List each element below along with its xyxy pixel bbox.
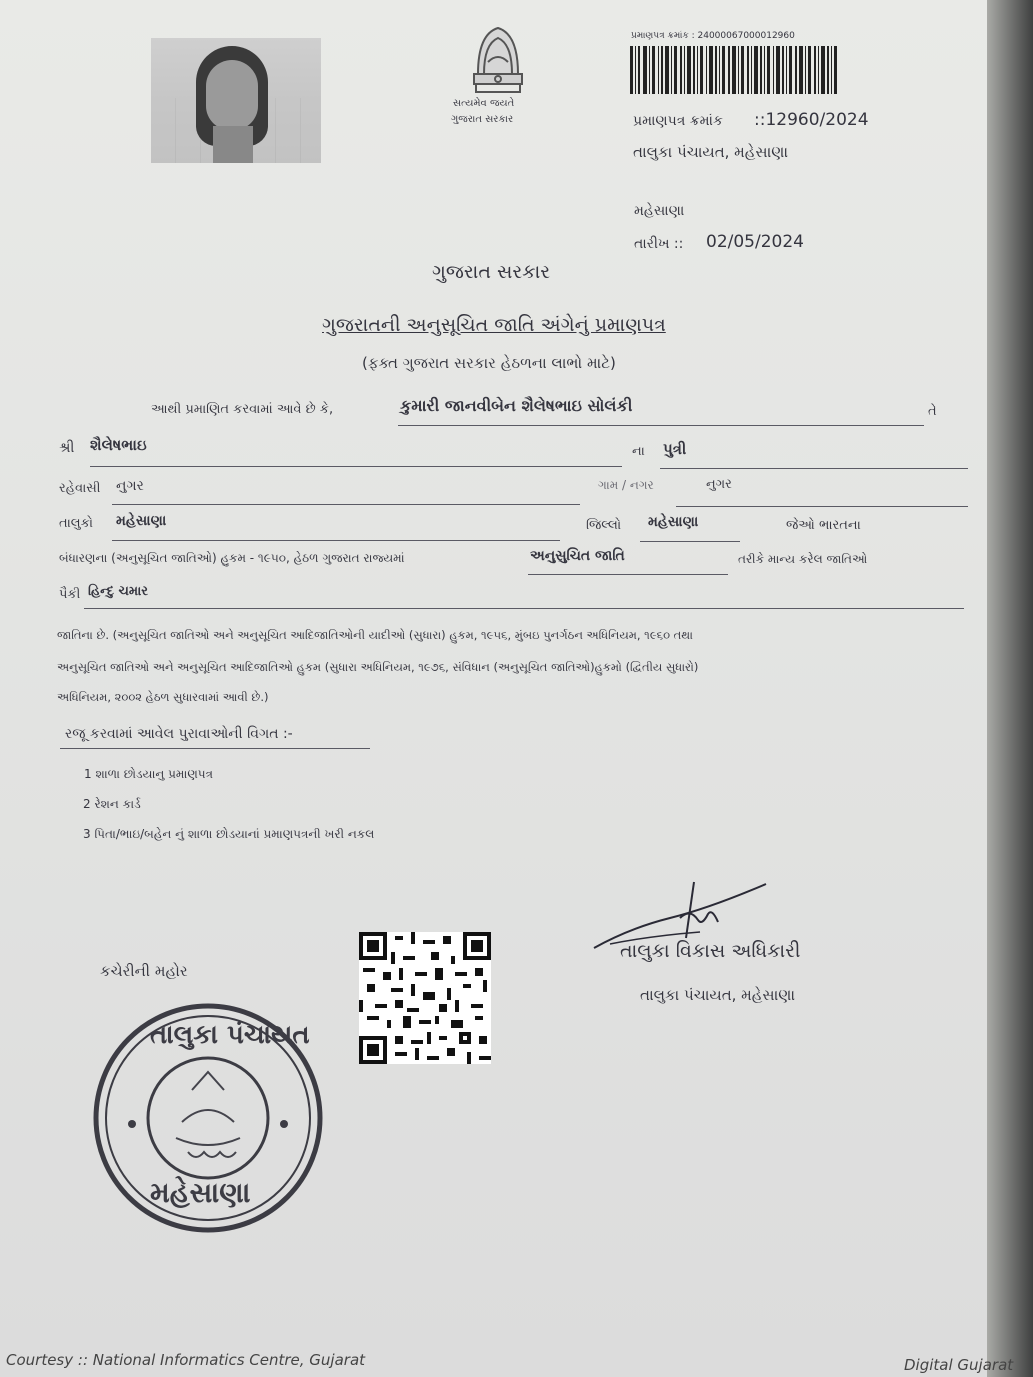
intro-label: આથી પ્રમાણિત કરવામાં આવે છે કે, bbox=[151, 402, 334, 417]
evidence-heading: રજૂ કરવામાં આવેલ પુરાવાઓની વિગત :- bbox=[65, 726, 293, 742]
taluka-value: મહેસાણા bbox=[116, 513, 167, 529]
applicant-photo bbox=[151, 38, 321, 163]
among-label: પૈકી bbox=[59, 587, 81, 602]
emblem-government: ગુજરાત સરકાર bbox=[451, 114, 514, 125]
government-title: ગુજરાત સરકાર bbox=[432, 261, 551, 283]
issue-date: 02/05/2024 bbox=[706, 232, 804, 252]
constitution-text: બંધારણના (અનુસૂચિત જાતિઓ) હુકમ - ૧૯૫૦, હેઠળ ગુજરાત રાજ્યમાં bbox=[59, 551, 405, 565]
barcode-label: પ્રમાણપત્ર ક્રમાંક : 24000067000012960 bbox=[631, 31, 795, 41]
village-value: નુગર bbox=[706, 477, 732, 492]
paragraph-line-2: અનુસૂચિત જાતિઓ અને અનુસૂચિત આદિજાતિઓ હુકમ (સુધારા અધિનિયમ, ૧૯૭૬, સંવિધાન (અનુસૂચિત જાતિઓ)હુકમો (દ્વિતીય સુધારો) bbox=[57, 660, 699, 674]
te-label: તે bbox=[928, 404, 937, 419]
certificate-no-value: ::12960/2024 bbox=[754, 110, 869, 130]
date-label: તારીખ :: bbox=[634, 236, 684, 252]
evidence-item: 3 પિતા/ભાઇ/બહેન નું શાળા છોડયાનાં પ્રમાણપત્રની ખરી નકલ bbox=[83, 827, 375, 841]
taluka-label: તાલુકો bbox=[59, 516, 94, 531]
paragraph-line-1: જાતિના છે. (અનુસૂચિત જાતિઓ અને અનુસૂચિત આદિજાતિઓની યાદીઓ (સુધારા) હુકમ, ૧૯૫૬, મુંબઇ પુનર્ગઠન અધિનિયમ, ૧૯૬૦ તથા bbox=[57, 628, 693, 642]
issuer-office: તાલુકા પંચાયત, મહેસાણા bbox=[633, 143, 789, 161]
evidence-item: 2 રેશન કાર્ડ bbox=[83, 797, 141, 811]
district-label: જિલ્લો bbox=[586, 518, 622, 533]
footer-courtesy: Courtesy :: National Informatics Centre, Gujarat bbox=[6, 1351, 366, 1369]
office-stamp-label: કચેરીની મહોર bbox=[100, 962, 188, 980]
barcode bbox=[630, 46, 840, 94]
seal-bottom-text: મહેસાણા bbox=[150, 1176, 251, 1209]
shri-label: શ્રી bbox=[59, 440, 75, 456]
officer-designation: તાલુકા વિકાસ અધિકારી bbox=[620, 940, 801, 962]
paragraph-line-3: અધિનિયમ, ૨૦૦૨ હેઠળ સુધારવામાં આવી છે.) bbox=[57, 690, 269, 704]
india-label: જેઓ ભારતના bbox=[786, 518, 861, 533]
village-label: ગામ / નગર bbox=[598, 478, 654, 492]
recognized-text: તરીકે માન્ય કરેલ જાતિઓ bbox=[738, 552, 868, 566]
seal-top-text: તાલુકા પંચાયત bbox=[150, 1020, 310, 1050]
paper-edge-shadow bbox=[987, 0, 1033, 1377]
relation-value: પુત્રી bbox=[663, 440, 687, 458]
district-value: મહેસાણા bbox=[648, 514, 699, 530]
category-value: અનુસુચિત જાતિ bbox=[530, 548, 625, 564]
caste-value: હિન્દુ ચમાર bbox=[88, 584, 148, 599]
certificate-subheading: (ફક્ત ગુજરાત સરકાર હેઠળના લાભો માટે) bbox=[362, 354, 616, 372]
candidate-name: કુમારી જાનવીબેન શૈલેષભાઇ સોલંકી bbox=[400, 396, 633, 415]
evidence-item: 1 શાળા છોડયાનુ પ્રમાણપત્ર bbox=[84, 767, 213, 781]
father-name: શૈલેષભાઇ bbox=[90, 436, 147, 454]
qr-code bbox=[359, 932, 491, 1064]
resident-label: રહેવાસી bbox=[59, 481, 101, 496]
footer-digital-gujarat: Digital Gujarat bbox=[904, 1356, 1014, 1374]
issue-place: મહેસાણા bbox=[634, 203, 685, 219]
officer-office: તાલુકા પંચાયત, મહેસાણા bbox=[640, 986, 796, 1004]
resident-value: નુગર bbox=[116, 478, 144, 494]
certificate-no-label: પ્રમાણપત્ર ક્રમાંક bbox=[633, 113, 723, 129]
certificate-heading: ગુજરાતની અનુસૂચિત જાતિ અંગેનું પ્રમાણપત્ર bbox=[322, 314, 666, 336]
na-label: ના bbox=[632, 444, 645, 459]
emblem-motto: સત્યમેવ જયતે bbox=[453, 98, 515, 109]
